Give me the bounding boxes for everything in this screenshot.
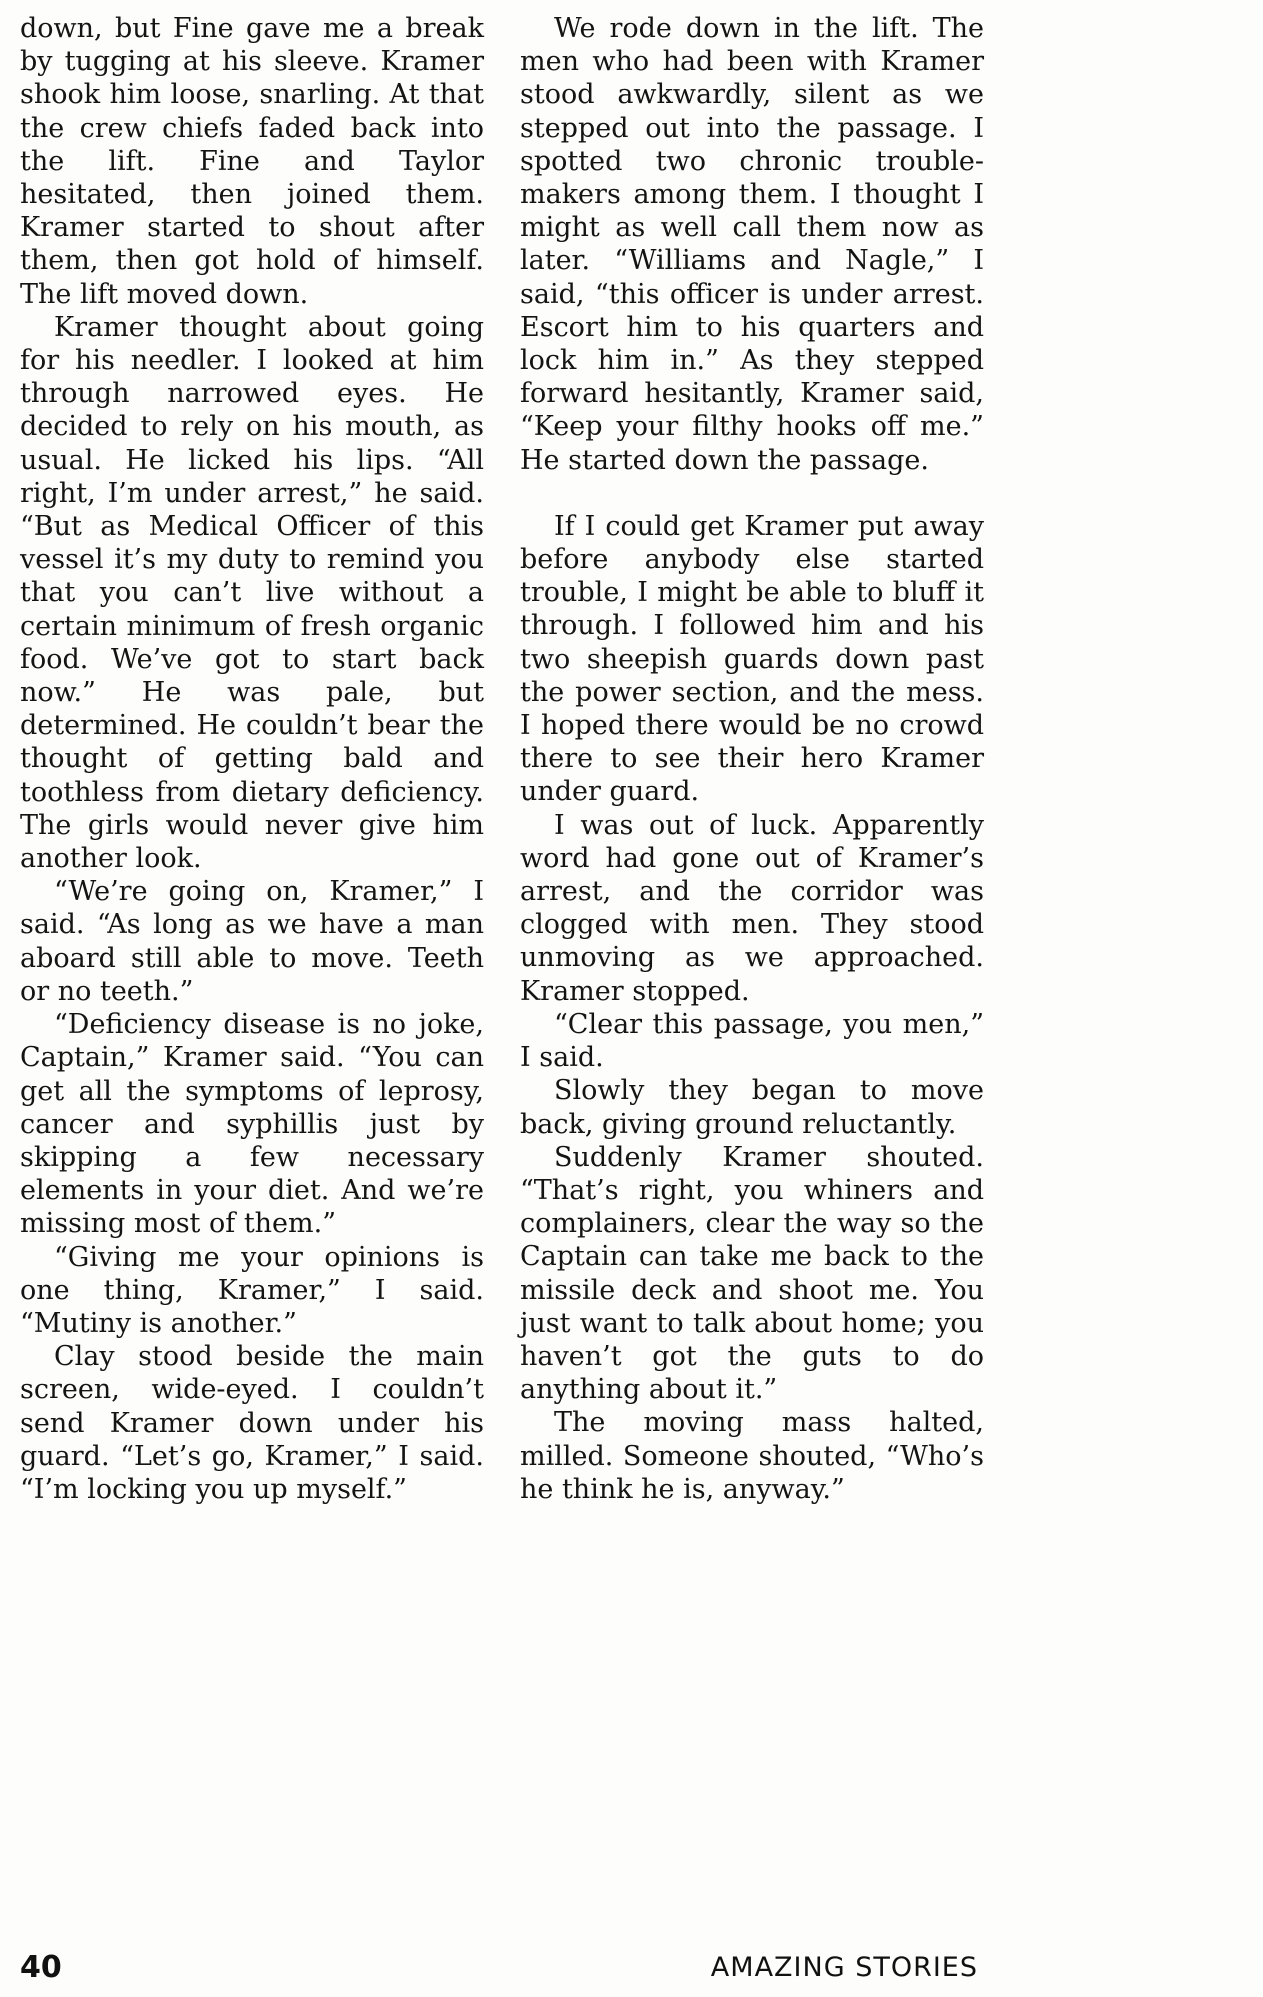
paragraph: “Giving me your opinions is one thing, Kramer,” I said. “Mutiny is another.”	[20, 1241, 484, 1339]
paragraph: Slowly they began to move back, giving ground reluctantly.	[520, 1075, 984, 1140]
magazine-title: AMAZING STORIES	[710, 1952, 978, 1983]
paragraph: Kramer thought about going for his needler. I looked at him through narrowed eyes. He decided to rely on his mouth, as usual. He licked his lips. “All right, I’m under arrest,” he said. “But as Medical Officer of this vessel it’s my duty to remind you that you can’t live without a certain minimum of fresh organic food. We’ve got to start back now.” He was pale, but determined. He couldn’t bear the thought of getting bald and toothless from dietary deficiency. The girls would never give him another look.	[20, 311, 484, 875]
paragraph: “Clear this passage, you men,” I said.	[520, 1008, 984, 1074]
left-column	[20, 12, 484, 1506]
right-column	[520, 12, 984, 1506]
paragraph: “Deficiency disease is no joke, Captain,” Kramer said. “You can get all the symptoms of leprosy, cancer and syphillis just by skipping a few necessary elements in your diet. And we’re missing most of them.”	[20, 1009, 484, 1240]
page-number: 40	[20, 1950, 62, 1985]
paragraph: The moving mass halted, milled. Someone shouted, “Who’s he think he is, anyway.”	[520, 1407, 984, 1505]
paragraph: We rode down in the lift. The men who had been with Kramer stood awkwardly, silent as we stepped out into the passage. I spotted two chronic trouble-makers among them. I thought I might as well call them now as later. “Williams and Nagle,” I said, “this officer is under arrest. Escort him to his quarters and lock him in.” As they stepped forward hesitantly, Kramer said, “Keep your filthy hooks off me.” He started down the passage.	[520, 13, 984, 476]
paragraph: I was out of luck. Apparently word had gone out of Kramer’s arrest, and the corridor was clogged with men. They stood unmoving as we approached. Kramer stopped.	[520, 809, 984, 1007]
paragraph: Suddenly Kramer shouted. “That’s right, you whiners and complainers, clear the way so the Captain can take me back to the missile deck and shoot me. You just want to talk about home; you haven’t got the guts to do anything about it.”	[520, 1141, 984, 1406]
paragraph: Clay stood beside the main screen, wide-eyed. I couldn’t send Kramer down under his guard. “Let’s go, Kramer,” I said. “I’m locking you up myself.”	[20, 1341, 484, 1505]
paragraph: down, but Fine gave me a break by tugging at his sleeve. Kramer shook him loose, snarling. At that the crew chiefs faded back into the lift. Fine and Taylor hesitated, then joined them. Kramer started to shout after them, then got hold of himself. The lift moved down.	[20, 13, 484, 310]
paragraph: “We’re going on, Kramer,” I said. “As long as we have a man aboard still able to move. Teeth or no teeth.”	[20, 876, 484, 1007]
paragraph: If I could get Kramer put away before anybody else started trouble, I might be able to bluff it through. I followed him and his two sheepish guards down past the power section, and the mess. I hoped there would be no crowd there to see their hero Kramer under guard.	[520, 510, 984, 808]
